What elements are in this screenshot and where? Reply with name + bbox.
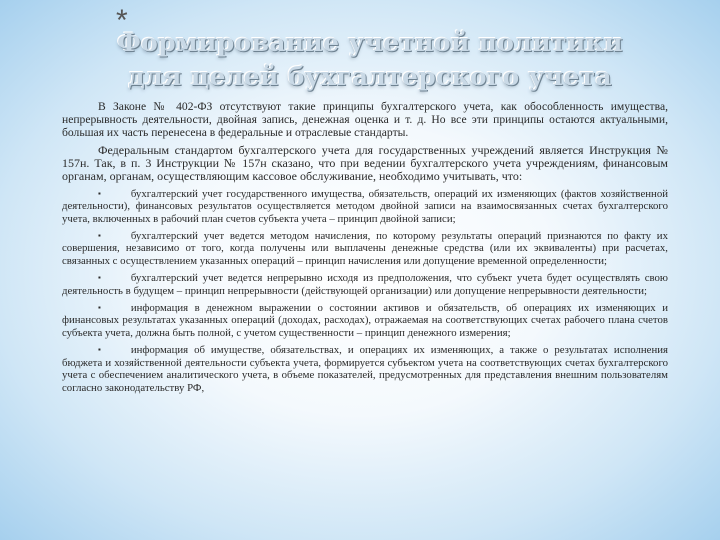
bullet-icon: ▪ [98,231,101,241]
slide-body [62,100,668,399]
bullet-text: бухгалтерский учет ведется непрерывно исходя из предположения, что субъект учета будет осуществлять свою деятельность в будущем – принцип непрерывности (действующей организации) или допущение непрерывности деятельности; [62,272,668,297]
bullet-text: бухгалтерский учет государственного имущества, обязательств, операций их изменяющих (фактов хозяйственной деятельности), финансовых результатов осуществляется методом двойной записи на взаимосвязанных счетах бухгалтерского учета, включенных в рабочий план счетов субъекта учета – принцип двойной записи; [62,187,668,225]
paragraph: В Законе № 402-ФЗ отсутствуют такие принципы бухгалтерского учета, как обособленность имущества, непрерывность деятельности, двойная запись, денежная оценка и т. д. Но все эти принципы остаются актуальными, большая их часть перенесена в федеральные и отраслевые стандарты. [62,100,668,140]
bullet-icon: ▪ [98,273,101,283]
bullet-item [62,344,668,394]
bullet-item [62,230,668,267]
bullet-item [62,188,668,225]
asterisk-mark: * [116,4,128,37]
paragraph: Федеральным стандартом бухгалтерского учета для государственных учреждений является Инструкция № 157н. Так, в п. 3 Инструкции № 157н сказано, что при ведении бухгалтерского учета учреждениям, финансовым органам, органам, осуществляющим кассовое обслуживание, необходимо учитывать, что: [62,142,668,184]
bullet-icon: ▪ [98,303,101,313]
bullet-item [62,272,668,297]
bullet-icon: ▪ [98,188,101,198]
bullet-icon: ▪ [98,345,101,355]
bullet-text: информация об имуществе, обязательствах, и операциях их изменяющих, а также о результатах исполнения бюджета и хозяйственной деятельности субъекта учета, формируется субъектом учета на соответствующих счетах бухгалтерского учета с обеспечением аналитического учета, в объеме показателей, предусмотренных для представления внешним пользователям согласно законодательству РФ, [62,344,668,394]
slide-title: Формирование учетной политики для целей бухгалтерского учета [117,28,623,91]
bullet-text: информация в денежном выражении о состоянии активов и обязательств, об операциях их изменяющих и финансовых результатах указанных операций (доходах, расходах), отражаемая на соответствующих счетах рабочего плана счетов субъекта учета, должна быть полной, с учетом существенности – принцип денежного измерения; [62,302,668,339]
bullet-item [62,302,668,339]
bullet-text: бухгалтерский учет ведется методом начисления, по которому результаты операций признаются по факту их совершения, независимо от того, когда получены или выплачены денежные средства (или их эквиваленты) при расчетах, связанных с осуществлением указанных операций – принцип начисления или допущение временной определенности; [62,230,668,267]
